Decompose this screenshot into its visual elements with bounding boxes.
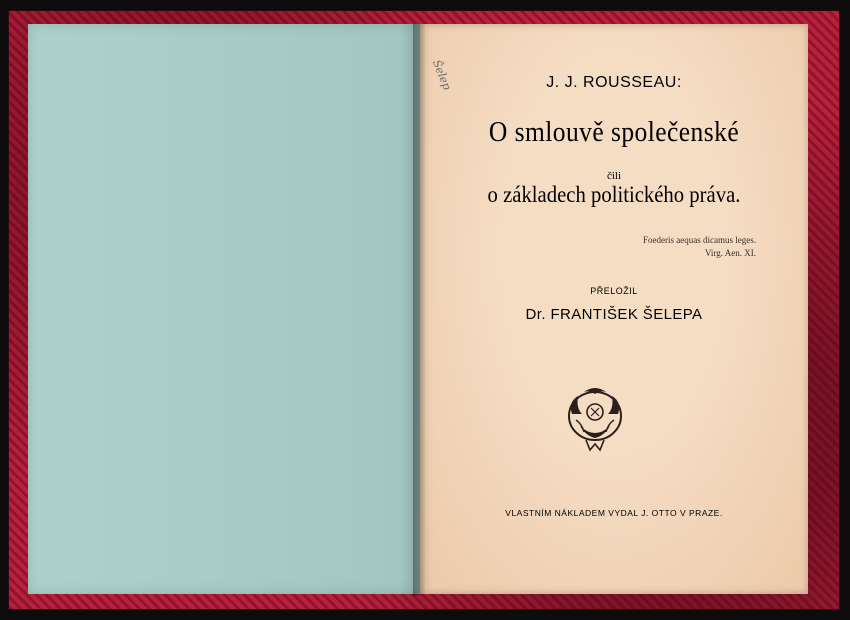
book-title: O smlouvě společenské <box>488 116 740 148</box>
translated-by-label: PŘELOŽIL <box>590 286 638 296</box>
author-name: J. J. ROUSSEAU: <box>546 74 682 91</box>
publisher-emblem-icon <box>564 384 626 452</box>
left-endpaper <box>28 24 420 594</box>
epigraph <box>560 234 756 260</box>
translator-name: Dr. FRANTIŠEK ŠELEPA <box>525 306 703 323</box>
title-connector: čili <box>606 170 622 182</box>
publisher-imprint: VLASTNÍM NÁKLADEM VYDAL J. OTTO V PRAZE. <box>505 508 723 518</box>
book-subtitle: o základech politického práva. <box>487 182 741 207</box>
epigraph-quote: Foederis aequas dicamus leges. <box>643 235 756 245</box>
pencil-annotation: Šelep <box>429 58 454 92</box>
epigraph-source: Virg. Aen. XI. <box>704 248 756 258</box>
